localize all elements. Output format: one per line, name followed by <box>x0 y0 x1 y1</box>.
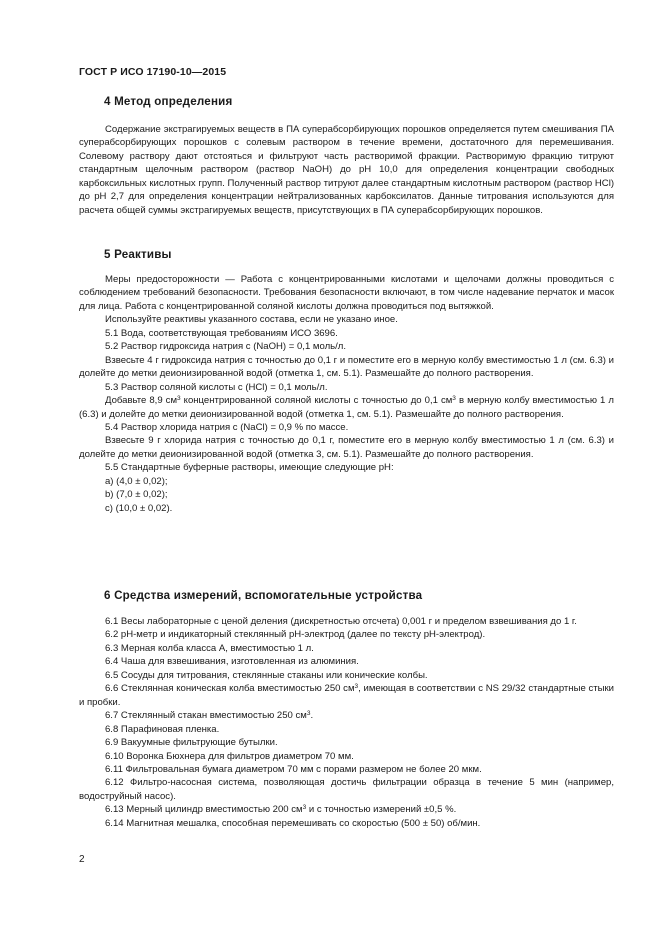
item-6-13 <box>79 803 614 816</box>
section-4-paragraph: Содержание экстрагируемых веществ в ПА суперабсорбирующих порошков определяется путем смешивания ПА суперабсорбирующих порошков с солевым раствором в течение времени, достаточного для перемешивания. Солевому раствору дают отстояться и фильтруют часть растворимой фракции. Растворимую фракцию титруют стандартным щелочным раствором (раствор NaOH) до pH 10,0 для определения концентрации свободных карбоксильных кислотных групп. Полученный раствор титруют далее стандартным кислотным раствором (раствор HCl) до pH 2,7 для определения концентрации нейтрализованных карбоксилатов. Данные титрования используются для расчета общей суммы экстрагируемых веществ, присутствующих в ПА суперабсорбирующих порошков. <box>79 124 614 216</box>
section-5-title: 5 Реактивы <box>104 248 172 261</box>
section-4-title: 4 Метод определения <box>104 95 233 108</box>
item-6-6-a: 6.6 Стеклянная коническая колба вместимостью 250 см <box>105 683 355 695</box>
item-5-1: 5.1 Вода, соответствующая требованиям ИСО 3696. <box>105 327 338 339</box>
section-4-body <box>79 123 614 217</box>
item-5-2: 5.2 Раствор гидроксида натрия c (NaOH) = 0,1 моль/л. <box>105 341 346 353</box>
item-6-7-a: 6.7 Стеклянный стакан вместимостью 250 см <box>105 710 307 722</box>
item-6-13-b: и с точностью измерений ±0,5 %. <box>306 804 457 816</box>
page-number: 2 <box>79 854 85 865</box>
document-header: ГОСТ Р ИСО 17190-10—2015 <box>79 66 227 78</box>
item-5-4: 5.4 Раствор хлорида натрия c (NaCl) = 0,9 % по массе. <box>105 421 349 433</box>
item-6-12: 6.12 Фильтро-насосная система, позволяющая достичь фильтрации образца в течение 5 мин (например, водоструйный насос). <box>79 777 614 802</box>
item-6-13-a: 6.13 Мерный цилиндр вместимостью 200 см <box>105 804 303 816</box>
item-5-3-text-a: Добавьте 8,9 см <box>105 395 178 407</box>
item-6-5: 6.5 Сосуды для титрования, стеклянные стаканы или конические колбы. <box>105 669 428 681</box>
item-6-7 <box>79 709 614 722</box>
item-6-14: 6.14 Магнитная мешалка, способная перемешивать со скоростью (500 ± 50) об/мин. <box>105 817 481 829</box>
superscript: 3 <box>302 804 307 812</box>
item-6-11: 6.11 Фильтровальная бумага диаметром 70 мм с порами размером не более 20 мкм. <box>105 763 482 775</box>
section-6-body <box>79 615 614 830</box>
buffer-b: b) (7,0 ± 0,02); <box>105 489 168 501</box>
section-5-body <box>79 273 614 515</box>
superscript: 3 <box>354 683 359 691</box>
item-5-3: 5.3 Раствор соляной кислоты c (HCl) = 0,1 моль/л. <box>105 381 328 393</box>
safety-caution: Меры предосторожности — Работа с концентрированными кислотами и щелочами должны проводиться с соблюдением требований безопасности. Требования безопасности включают, в том числе надевание перчаток и масок для лица. Работа с концентрированной соляной кислоты должна проводиться под вытяжкой. <box>79 274 614 312</box>
item-6-10: 6.10 Воронка Бюхнера для фильтров диаметром 70 мм. <box>105 750 354 762</box>
item-5-3-text <box>79 394 614 421</box>
item-6-1: 6.1 Весы лабораторные с ценой деления (дискретностью отсчета) 0,001 г и пределом взвешивания до 1 г. <box>105 616 577 627</box>
item-6-3: 6.3 Мерная колба класса А, вместимостью 1 л. <box>105 642 314 654</box>
item-5-2-text: Взвесьте 4 г гидроксида натрия с точностью до 0,1 г и поместите его в мерную колбу вместимостью 1 л (см. 6.3) и долейте до метки деионизированной водой (отметка 1, см. 5.1). Размешайте до полного растворения. <box>79 354 614 380</box>
item-6-2: 6.2 pH-метр и индикаторный стеклянный pH-электрод (далее по тексту pH-электрод). <box>105 629 486 641</box>
item-6-7-b: . <box>310 710 314 722</box>
superscript: 3 <box>306 710 311 718</box>
item-5-3-text-b: концентрированной соляной кислоты с точностью до 0,1 см <box>180 395 453 407</box>
buffer-a: a) (4,0 ± 0,02); <box>105 475 168 487</box>
item-6-4: 6.4 Чаша для взвешивания, изготовленная из алюминия. <box>105 656 359 668</box>
buffer-c: c) (10,0 ± 0,02). <box>105 502 173 514</box>
reagents-intro: Используйте реактивы указанного состава, если не указано иное. <box>105 314 398 326</box>
superscript: 3 <box>177 395 181 403</box>
item-6-6-b: , имеющая в соответствии с NS 29/32 стандартные стыки и пробки. <box>79 683 614 708</box>
item-6-9: 6.9 Вакуумные фильтрующие бутылки. <box>105 737 278 749</box>
item-6-8: 6.8 Парафиновая пленка. <box>105 723 220 735</box>
superscript: 3 <box>452 395 456 403</box>
item-5-5: 5.5 Стандартные буферные растворы, имеющие следующие pH: <box>105 462 394 474</box>
item-5-3-text-c: в мерную колбу вместимостью 1 л (6.3) и долейте до метки деионизированной водой (отметка 1, см. 5.1). Размешайте до полного растворения. <box>79 395 614 420</box>
section-6-title: 6 Средства измерений, вспомогательные устройства <box>104 589 423 602</box>
item-5-4-text: Взвесьте 9 г хлорида натрия с точностью до 0,1 г, поместите его в мерную колбу вместимостью 1 л (см. 6.3) и долейте до метки деионизированной водой (отметка 3, см. 5.1). Размешайте до полного растворения. <box>79 435 614 460</box>
item-6-6 <box>79 682 614 709</box>
